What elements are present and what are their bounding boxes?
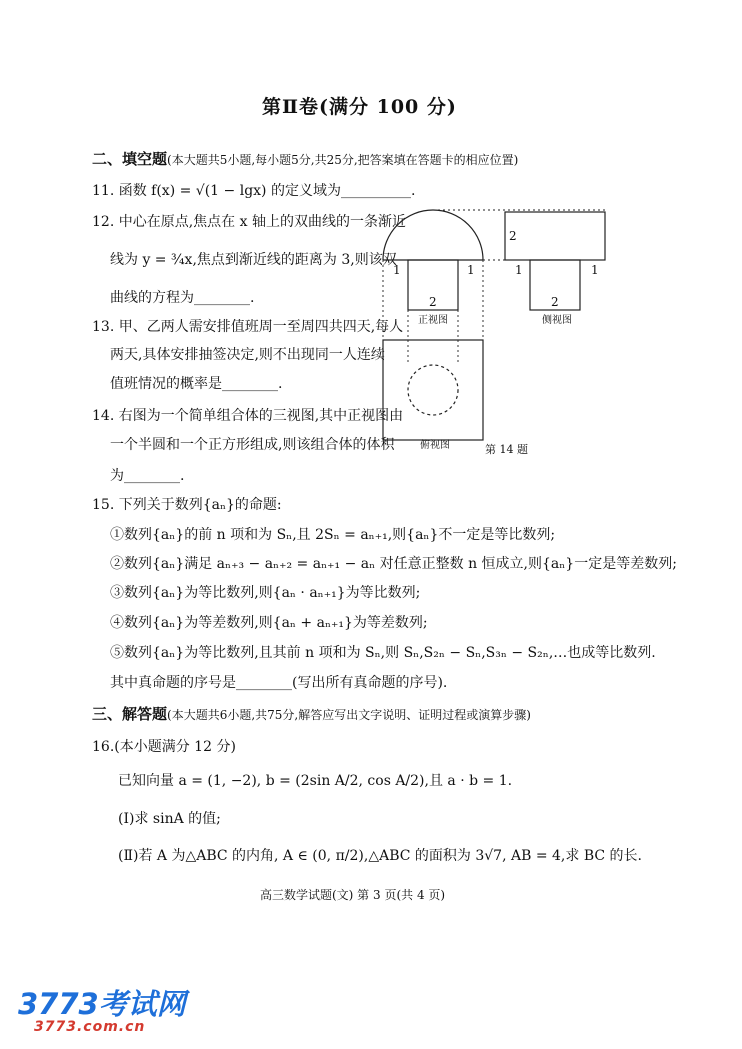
question-13-line1: 13. 甲、乙两人需安排值班周一至周四共四天,每人 [92,319,404,335]
dim-front-bottom: 2 [429,295,437,309]
top-view-dashed-circle [408,365,458,415]
section3-note: (本大题共6小题,共75分,解答应写出文字说明、证明过程或演算步骤) [167,708,531,722]
side-view-top-rect [505,212,605,260]
side-view-label: 侧视图 [542,315,572,326]
question-12-line2: 线为 y = ¾x,焦点到渐近线的距离为 3,则该双 [110,252,397,268]
question-15-stem: 15. 下列关于数列{aₙ}的命题: [92,497,282,513]
question-13-line2: 两天,具体安排抽签决定,则不出现同一人连续 [110,347,385,363]
front-view-label: 正视图 [418,315,448,326]
dim-side-right: 1 [591,263,599,277]
figure-caption: 第 14 题 [485,443,528,456]
question-15-item-3: ③数列{aₙ}为等比数列,则{aₙ · aₙ₊₁}为等比数列; [110,585,421,601]
watermark-brand: 3773考试网 [18,987,186,1021]
section3-heading [92,703,531,724]
watermark-url: 3773.com.cn [34,1019,146,1035]
top-view-label: 俯视图 [420,440,450,451]
dim-side-bottom: 2 [551,295,559,309]
question-11: 11. 函数 f(x) = √(1 − lgx) 的定义域为__________. [92,183,416,199]
question-15-item-4: ④数列{aₙ}为等差数列,则{aₙ + aₙ₊₁}为等差数列; [110,615,428,631]
question-13-line3: 值班情况的概率是________. [110,376,283,392]
dim-front-left: 1 [393,263,401,277]
question-12-line3: 曲线的方程为________. [110,290,255,306]
question-15-item-5: ⑤数列{aₙ}为等比数列,且其前 n 项和为 Sₙ,则 Sₙ,S₂ₙ − Sₙ,S₃ₙ − S₂ₙ,…也成等比数列. [110,645,656,661]
front-view-semicircle [383,210,483,260]
section2-title: 二、填空题 [92,150,168,168]
question-16-header: 16.(本小题满分 12 分) [92,739,236,755]
question-15-item-2: ②数列{aₙ}满足 aₙ₊₃ − aₙ₊₂ = aₙ₊₁ − aₙ 对任意正整数 n 恒成立,则{aₙ}一定是等差数列; [110,556,677,572]
page-footer: 高三数学试题(文) 第 3 页(共 4 页) [260,888,446,902]
dim-side-height: 2 [509,229,517,243]
page-title: 第Ⅱ卷(满分 100 分) [262,96,457,118]
question-16-given: 已知向量 a = (1, −2), b = (2sin A/2, cos A/2),且 a · b = 1. [118,773,513,789]
question-12-line1: 12. 中心在原点,焦点在 x 轴上的双曲线的一条渐近 [92,214,406,230]
question-14-line2: 一个半圆和一个正方形组成,则该组合体的体积 [110,437,395,453]
question-16-part2: (Ⅱ)若 A 为△ABC 的内角, A ∈ (0, π/2),△ABC 的面积为 3√7, AB = 4,求 BC 的长. [118,848,642,864]
dim-side-left: 1 [515,263,523,277]
question-14-line1: 14. 右图为一个简单组合体的三视图,其中正视图由 [92,408,404,424]
dim-front-right: 1 [467,263,475,277]
question-14-line3: 为________. [110,468,185,484]
top-view-square [383,340,483,440]
question-15-answer-line: 其中真命题的序号是________(写出所有真命题的序号). [110,675,448,691]
section2-heading [92,148,518,169]
section3-title: 三、解答题 [92,705,168,723]
question-15-item-1: ①数列{aₙ}的前 n 项和为 Sₙ,且 2Sₙ = aₙ₊₁,则{aₙ}不一定是等比数列; [110,527,556,543]
section2-note: (本大题共5小题,每小题5分,共25分,把答案填在答题卡的相应位置) [167,153,519,167]
question-16-part1: (Ⅰ)求 sinA 的值; [118,811,221,827]
three-view-figure [375,205,615,460]
